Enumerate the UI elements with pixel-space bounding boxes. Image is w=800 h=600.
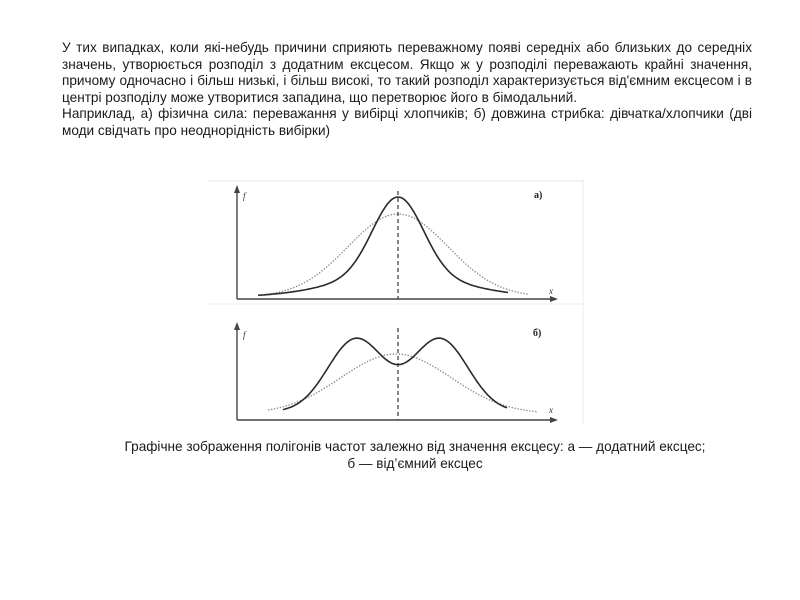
caption-line-2: б — від’ємний ексцес <box>347 456 483 471</box>
panel-b-x-label: x <box>549 405 553 415</box>
panel-b-y-arrow <box>234 322 240 330</box>
panel-a-x-arrow <box>550 296 558 302</box>
panel-a-leptokurtic-curve <box>258 197 508 295</box>
kurtosis-figure-svg <box>208 180 584 425</box>
panel-b-label: б) <box>533 328 542 339</box>
panel-a-x-label: x <box>549 286 553 296</box>
paragraph-kurtosis-explanation: У тих випадках, коли які-небудь причини сприяють переважному появі середніх або близьких до середніх значень, утворюється розподіл з додатним ексцесом. Якщо ж у розподілі переважають крайні значення, причому одночасно і більш низькі, і більш високі, то такий розподіл характеризується від'ємним ексцесом і в центрі розподілу може утворитися западина, що перетворює його в бімодальний. <box>62 40 752 105</box>
figure-caption <box>70 438 760 472</box>
kurtosis-figure <box>208 180 584 425</box>
panel-b-bimodal-curve <box>283 338 507 410</box>
caption-line-1: Графічне зображення полігонів частот залежно від значення ексцесу: а — додатний ексцес; <box>124 439 706 454</box>
panel-a-y-arrow <box>234 185 240 193</box>
panel-a-label: а) <box>534 190 543 201</box>
panel-b <box>234 322 558 423</box>
panel-b-y-label: f <box>243 330 246 340</box>
panel-a <box>234 185 558 302</box>
panel-b-x-arrow <box>550 417 558 423</box>
paragraph-examples: Наприклад, а) фізична сила: переважання у вибірці хлопчиків; б) довжина стрибка: дівчатка/хлопчики (дві моди свідчать про неоднорідність вибірки) <box>62 106 752 138</box>
panel-a-normal-curve <box>258 214 528 295</box>
body-text <box>62 40 752 140</box>
panel-a-y-label: f <box>243 191 246 201</box>
